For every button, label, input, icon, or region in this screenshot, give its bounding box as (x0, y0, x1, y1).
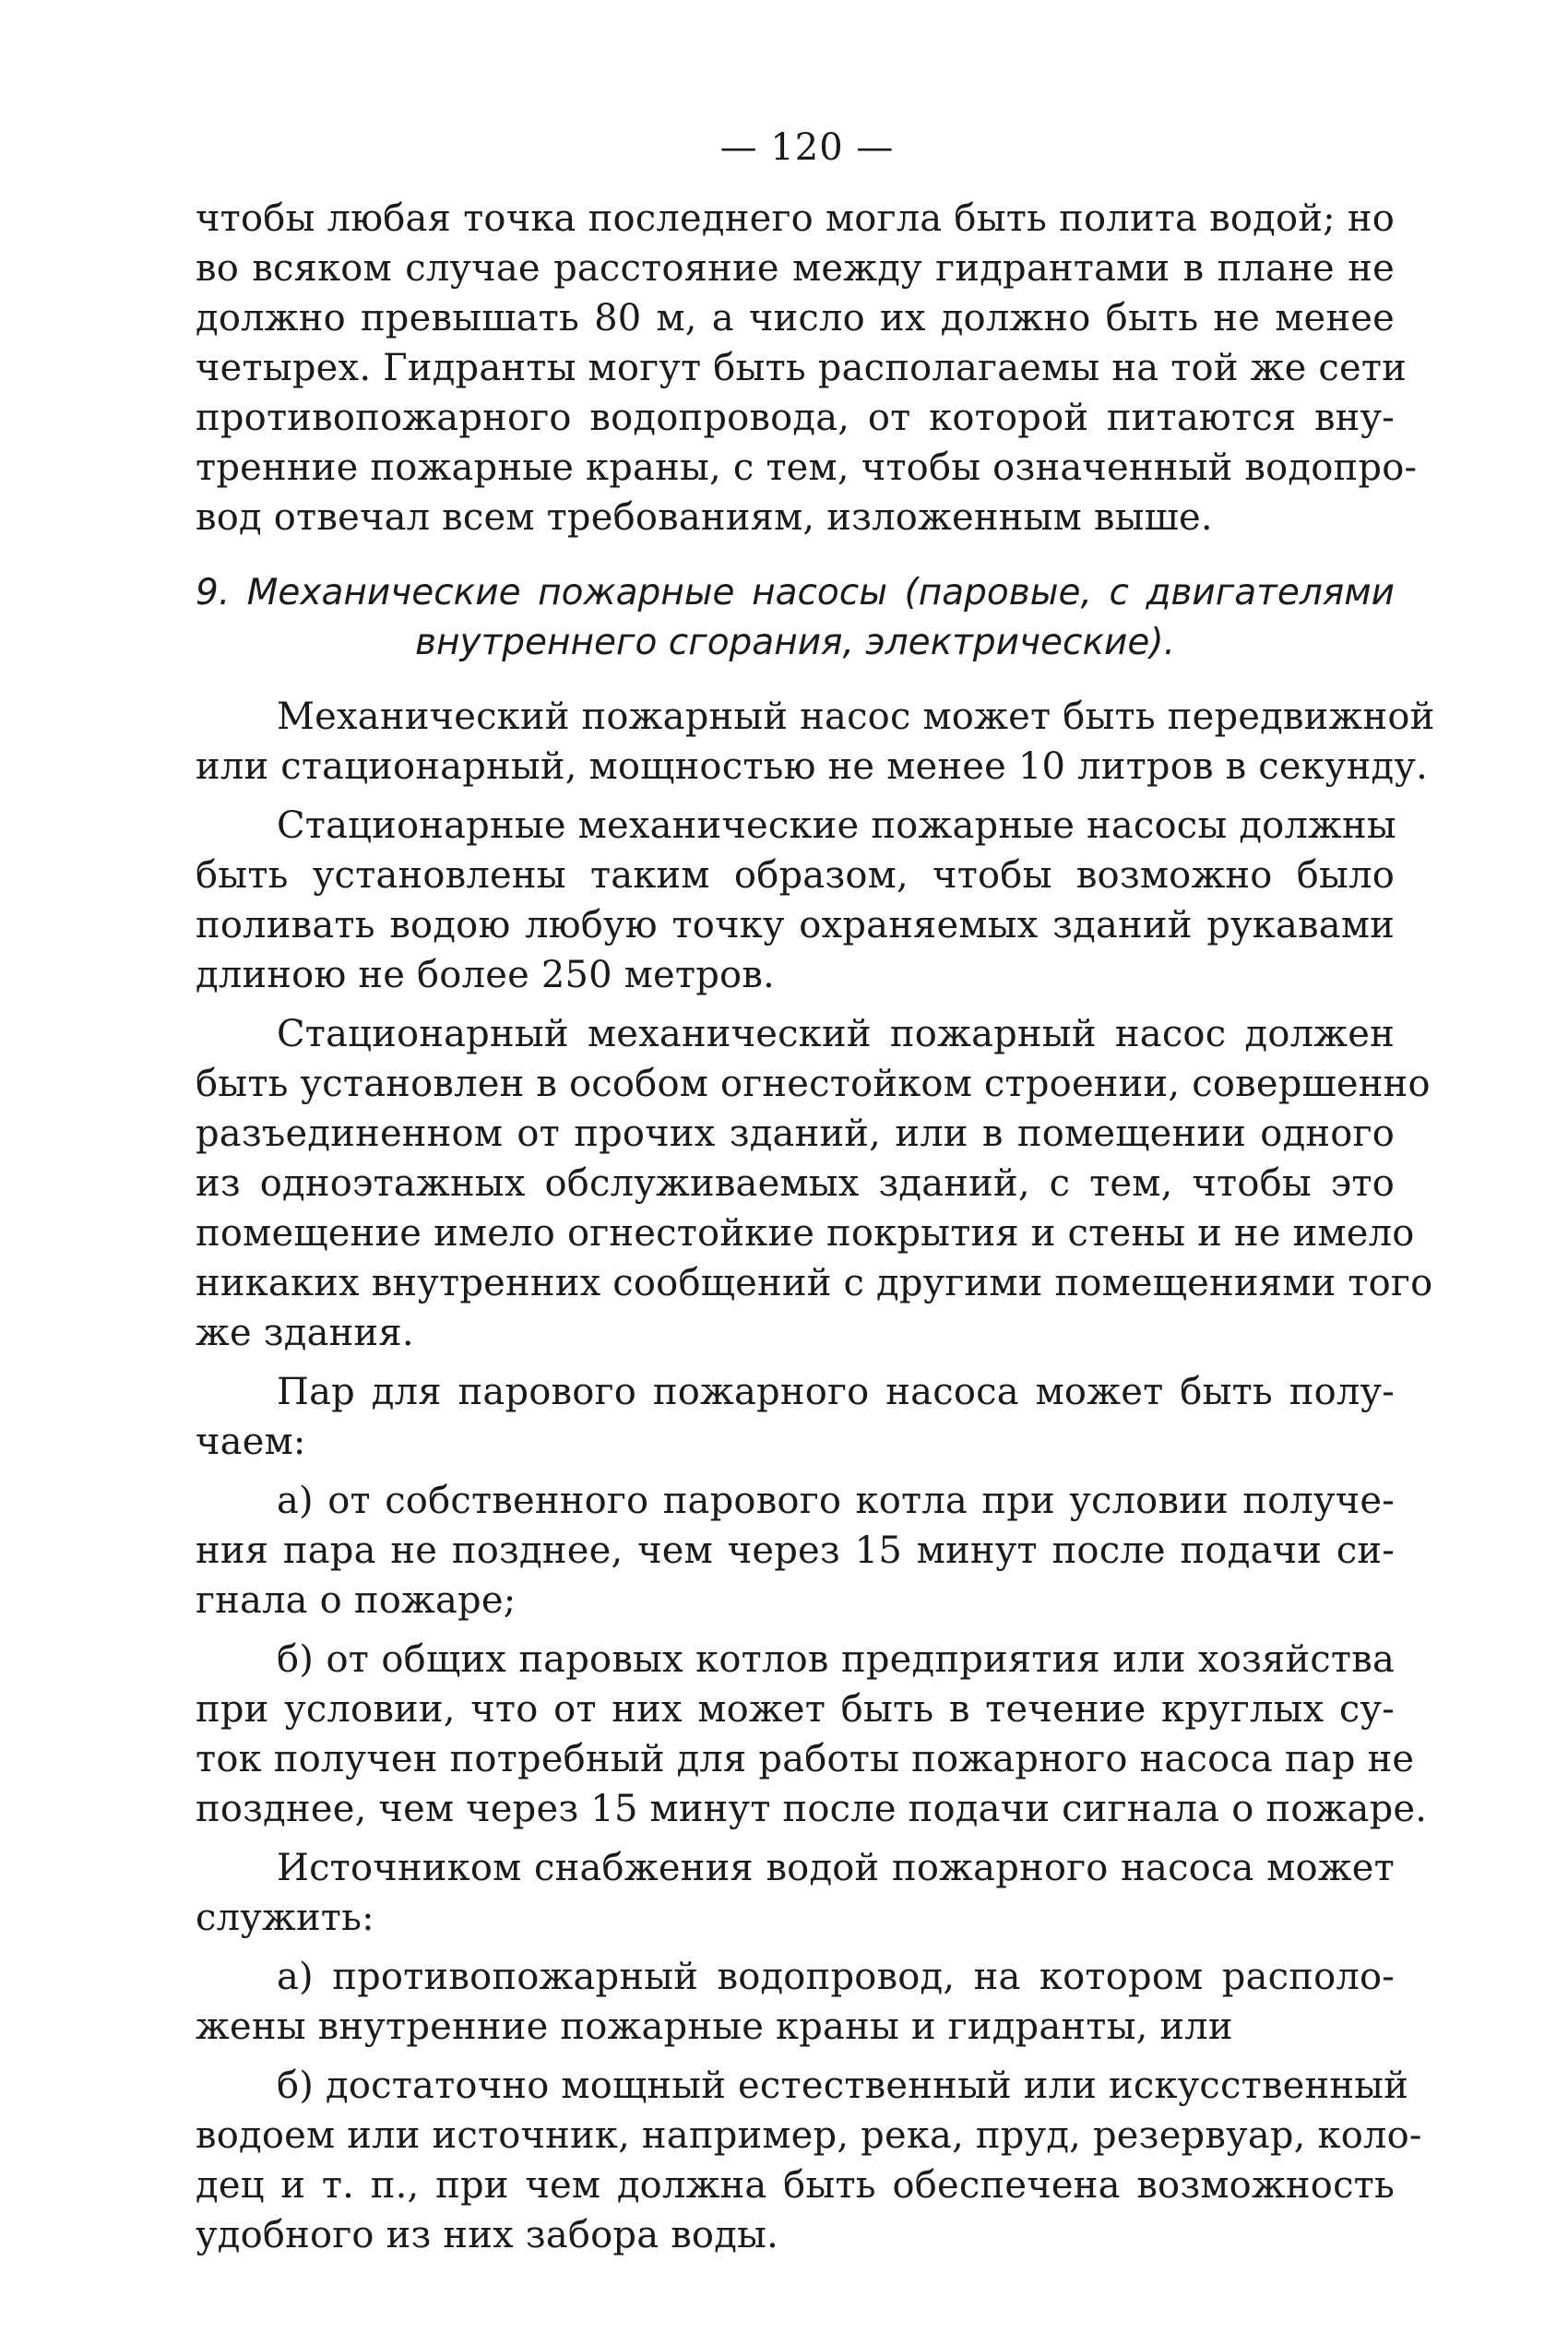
text-line: или стационарный, мощностью не менее 10 литров в секунду. (196, 745, 1429, 788)
paragraph (196, 692, 1435, 792)
heading-line: 9. Механические пожарные насосы (паровые, с двигателями (196, 572, 1395, 613)
text-line: чаем: (196, 1421, 306, 1463)
list-item (196, 1476, 1395, 1625)
text-line: же здания. (196, 1312, 414, 1354)
book-page (196, 120, 1435, 2260)
text-line: быть установлены таким образом, чтобы возможно было (196, 854, 1395, 897)
text-line: Стационарные механические пожарные насосы должны (277, 804, 1396, 847)
text-line: удобного из них забора воды. (196, 2214, 778, 2256)
list-item (196, 1952, 1395, 2052)
intro-paragraph (196, 194, 1418, 542)
text-line: жены внутренние пожарные краны и гидранты, или (196, 2006, 1233, 2048)
text-line: длиною не более 250 метров. (196, 954, 775, 996)
list-item (196, 2061, 1422, 2260)
text-line: Источником снабжения водой пожарного насоса может (277, 1847, 1395, 1889)
text-line: четырех. Гидранты могут быть располагаемы на той же сети (196, 347, 1408, 389)
text-line: никаких внутренних сообщений с другими помещениями того (196, 1262, 1433, 1304)
text-line: должно превышать 80 м, а число их должно быть не менее (196, 297, 1395, 339)
heading-line: внутреннего сгорания, электрические). (414, 622, 1175, 663)
text-line: вод отвечал всем требованиям, изложенным выше. (196, 496, 1213, 539)
paragraph (196, 1843, 1395, 1943)
text-line: Механический пожарный насос может быть передвижной (277, 696, 1435, 738)
text-line: чтобы любая точка последнего могла быть полита водой; но (196, 197, 1395, 240)
text-line: дец и т. п., при чем должна быть обеспечена возможность (196, 2164, 1395, 2207)
text-line: быть установлен в особом огнестойком строении, совершенно (196, 1063, 1431, 1105)
text-line: Стационарный механический пожарный насос должен (277, 1013, 1395, 1055)
text-line: из одноэтажных обслуживаемых зданий, с тем, чтобы это (196, 1162, 1395, 1205)
text-line: б) достаточно мощный естественный или искусственный (277, 2065, 1409, 2107)
text-line: ток получен потребный для работы пожарного насоса пар не (196, 1738, 1415, 1780)
text-line: Пар для парового пожарного насоса может быть полу- (277, 1371, 1395, 1413)
text-line: при условии, что от них может быть в течение круглых су- (196, 1688, 1395, 1731)
text-line: ния пара не позднее, чем через 15 минут после подачи си- (196, 1530, 1395, 1572)
text-line: водоем или источник, например, река, пруд, резервуар, коло- (196, 2114, 1422, 2157)
section-heading (196, 568, 1395, 668)
text-line: во всяком случае расстояние между гидрантами в плане не (196, 247, 1395, 290)
text-line: гнала о пожаре; (196, 1579, 517, 1622)
text-line: помещение имело огнестойкие покрытия и стены и не имело (196, 1212, 1415, 1255)
text-line: тренние пожарные краны, с тем, чтобы означенный водопро- (196, 446, 1418, 489)
paragraph (196, 801, 1395, 1000)
text-line: служить: (196, 1897, 374, 1939)
text-line: б) от общих паровых котлов предприятия или хозяйства (277, 1638, 1395, 1681)
text-line: поливать водою любую точку охраняемых зданий рукавами (196, 904, 1395, 946)
paragraph (196, 1009, 1433, 1358)
list-item (196, 1635, 1428, 1834)
paragraph (196, 1367, 1395, 1467)
text-line: позднее, чем через 15 минут после подачи сигнала о пожаре. (196, 1788, 1428, 1830)
text-line: противопожарного водопровода, от которой питаются вну- (196, 397, 1395, 439)
text-line: разъединенном от прочих зданий, или в помещении одного (196, 1113, 1395, 1155)
page-number: — 120 — (719, 126, 895, 169)
text-line: а) от собственного парового котла при условии получе- (277, 1480, 1395, 1522)
text-line: а) противопожарный водопровод, на котором располо- (277, 1956, 1395, 1998)
